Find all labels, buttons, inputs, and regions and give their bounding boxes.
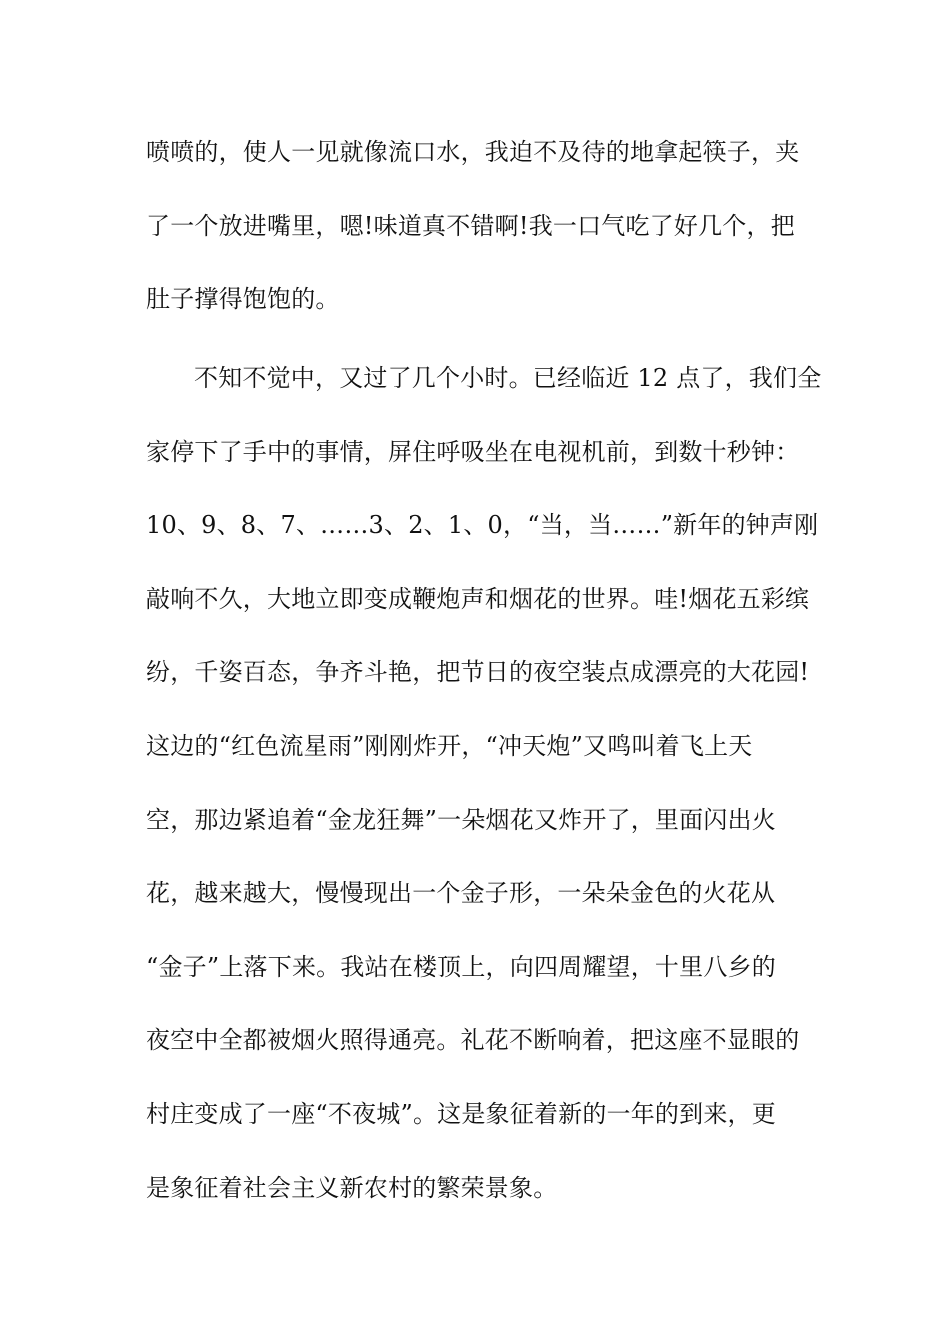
paragraph-line: 花，越来越大，慢慢现出一个金子形，一朵朵金色的火花从 [146, 879, 776, 908]
paragraph-line: 纷，千姿百态，争齐斗艳，把节日的夜空装点成漂亮的大花园! [146, 658, 810, 687]
paragraph-line: 10、9、8、7、……3、2、1、0，“当，当……”新年的钟声刚 [146, 511, 819, 540]
paragraph-1 [146, 116, 811, 337]
paragraph-line: 是象征着社会主义新农村的繁荣景象。 [146, 1173, 558, 1202]
paragraph-line: 村庄变成了一座“不夜城”。这是象征着新的一年的到来，更 [146, 1099, 776, 1128]
paragraph-line: “金子”上落下来。我站在楼顶上，向四周耀望，十里八乡的 [146, 952, 776, 981]
paragraph-line: 夜空中全都被烟火照得通亮。礼花不断响着，把这座不显眼的 [146, 1026, 800, 1055]
paragraph-2 [146, 342, 822, 1225]
paragraph-line: 喷喷的，使人一见就像流口水，我迫不及待的地拿起筷子，夹 [146, 138, 800, 166]
paragraph-line: 敲响不久，大地立即变成鞭炮声和烟花的世界。哇!烟花五彩缤 [146, 584, 810, 613]
paragraph-first-line: 不知不觉中，又过了几个小时。已经临近 12 点了，我们全 [194, 364, 822, 392]
paragraph-line: 家停下了手中的事情，屏住呼吸坐在电视机前，到数十秒钟： [146, 437, 800, 466]
paragraph-line: 空，那边紧追着“金龙狂舞”一朵烟花又炸开了，里面闪出火 [146, 805, 776, 834]
paragraph-line: 了一个放进嘴里，嗯!味道真不错啊!我一口气吃了好几个，把 [146, 211, 795, 240]
paragraph-line: 这边的“红色流星雨”刚刚炸开，“冲天炮”又鸣叫着飞上天 [146, 731, 753, 760]
paragraph-line: 肚子撑得饱饱的。 [146, 285, 340, 314]
